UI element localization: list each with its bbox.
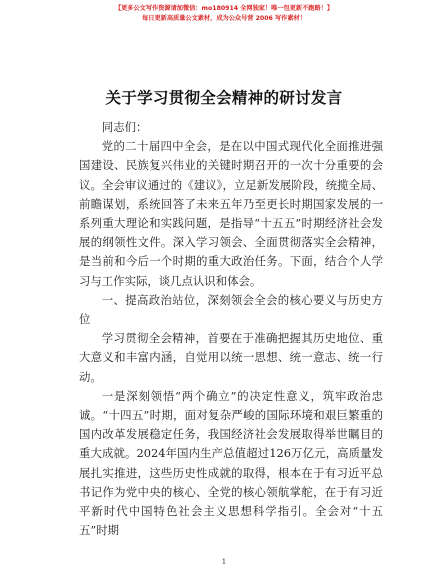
body-paragraph: 学习贯彻全会精神，首要在于准确把握其历史地位、重大意义和丰富内涵，自觉用以统一思想、统一意志、统一行动。	[79, 331, 383, 384]
ad-banner-line-2: 每日更新高质量公文素材，成为公众号营 2006 写作素材！	[142, 15, 306, 22]
body-paragraph: 一是深刻领悟“两个确立”的决定性意义，筑牢政治忠诚。“十四五”时期，面对复杂严峻的国际环境和艰巨繁重的国内改革发展稳定任务，我国经济社会发展取得举世瞩目的重大成就。2024年国内生产总值超过126万亿元，高质量发展扎实推进，这些历史性成就的取得，根本在于有习近平总书记作为党中央的核心、全党的核心领航掌舵，在于有习近平新时代中国特色社会主义思想科学指引。全会对“十五五”时期	[79, 388, 383, 538]
page-number: 1	[221, 558, 227, 566]
section-heading: 一、提高政治站位，深刻领会全会的核心要义与历史方位	[79, 292, 383, 327]
document-title: 关于学习贯彻全会精神的研讨发言	[105, 89, 343, 107]
body-paragraph: 党的二十届四中全会，是在以中国式现代化全面推进强国建设、民族复兴伟业的关键时期召开的一次十分重要的会议。全会审议通过的《建议》，立足新发展阶段，统揽全局、前瞻谋划，系统回答了未来五年乃至更长时期国家发展的一系列重大理论和实践问题，是指导“十五五”时期经济社会发展的纲领性文件。深入学习领会、全面贯彻落实全会精神，是当前和今后一个时期的重大政治任务。下面，结合个人学习与工作实际，谈几点认识和体会。	[79, 139, 383, 288]
ad-banner-line-1: 【更多公文写作资源请加微信：mo180914 全网独家！唯一包更新不跑路！】	[114, 5, 334, 12]
salutation: 同志们：	[101, 120, 148, 134]
document-body	[79, 118, 383, 540]
ad-banner	[0, 4, 448, 24]
